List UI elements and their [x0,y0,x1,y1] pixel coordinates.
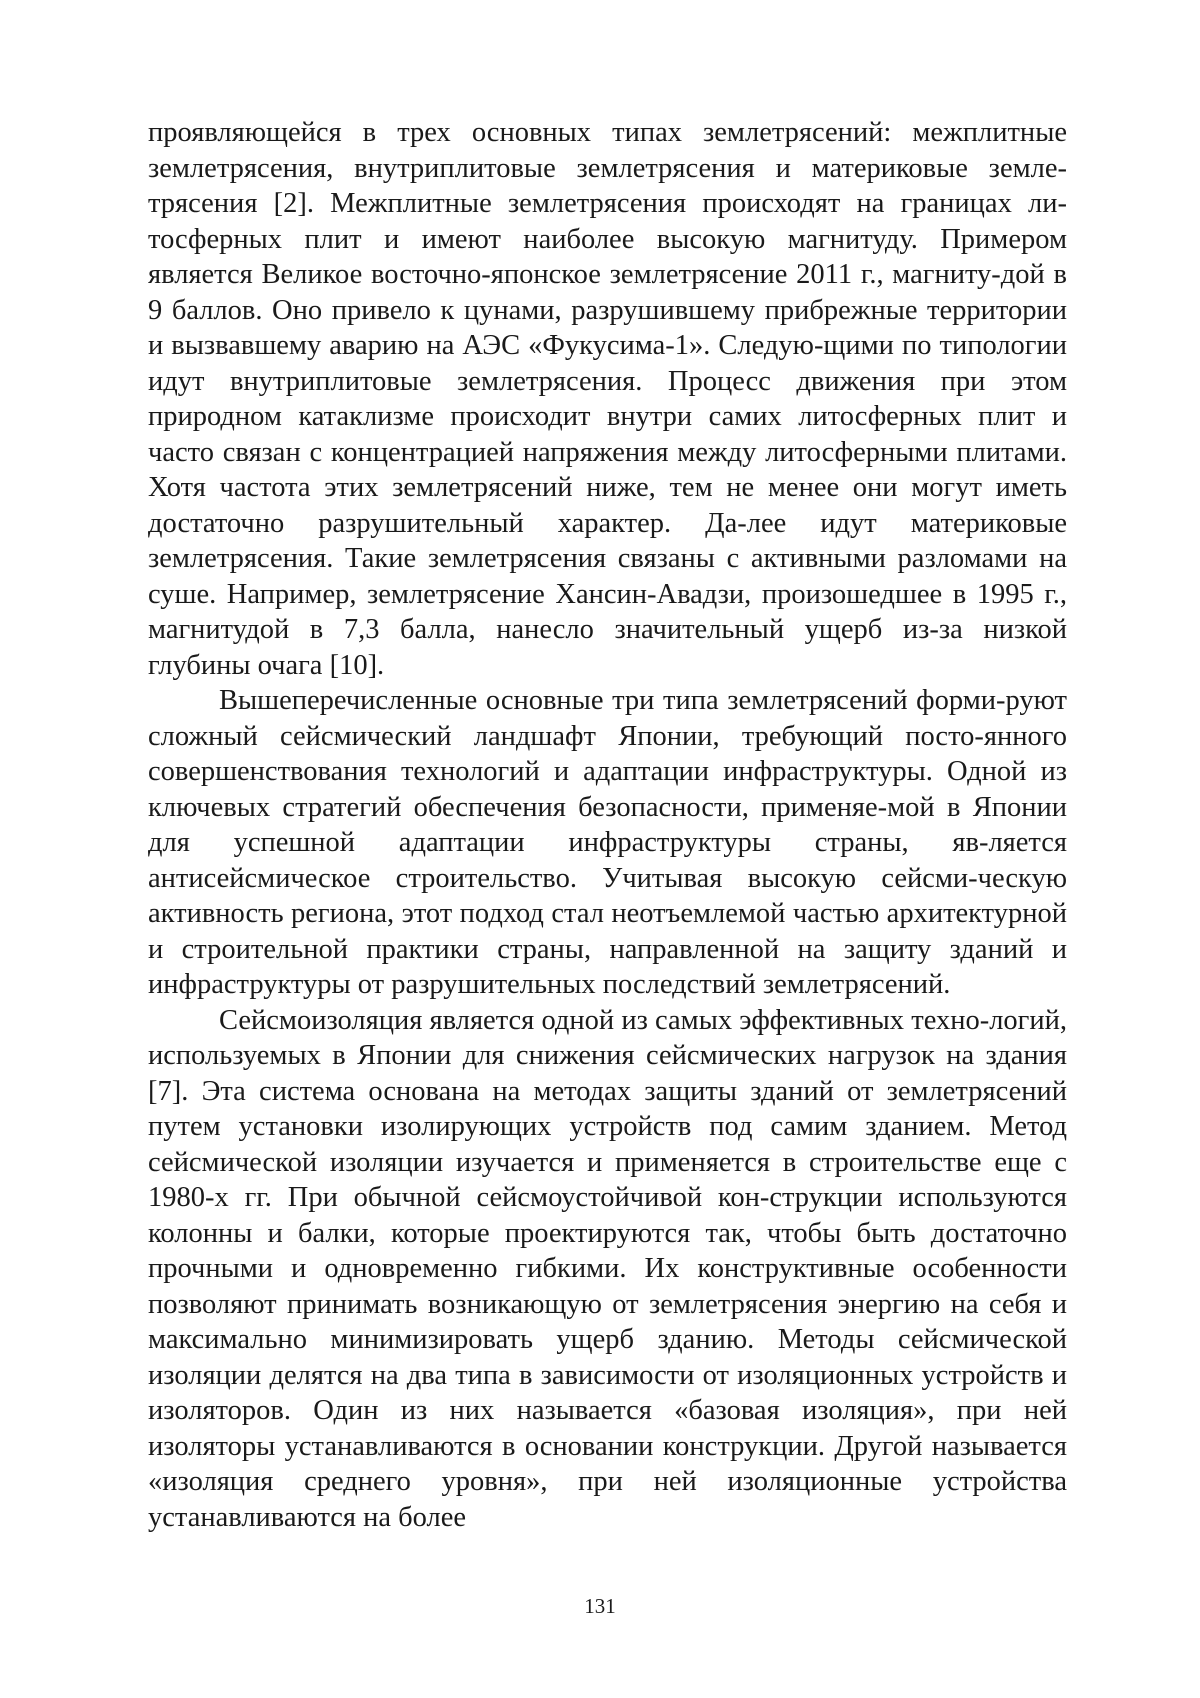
paragraph-seismic-landscape: Вышеперечисленные основные три типа землетрясений форми-руют сложный сейсмический ландшафт Японии, требующий посто-янного совершенствования технологий и адаптации инфраструктуры. Одной из ключевых стратегий обеспечения безопасности, применяе-мой в Японии для успешной адаптации инфраструктуры страны, яв-ляется антисейсмическое строительство. Учитывая высокую сейсми-ческую активность региона, этот подход стал неотъемлемой частью архитектурной и строительной практики страны, направленной на защиту зданий и инфраструктуры от разрушительных последствий землетрясений. [148,683,1067,1003]
page-number: 131 [0,1594,1200,1619]
document-page [0,0,1200,1698]
paragraph-seismic-isolation: Сейсмоизоляция является одной из самых эффективных техно-логий, используемых в Японии для снижения сейсмических нагрузок на здания [7]. Эта система основана на методах защиты зданий от землетрясений путем установки изолирующих устройств под самим зданием. Метод сейсмической изоляции изучается и применяется в строительстве еще с 1980-х гг. При обычной сейсмоустойчивой кон-струкции используются колонны и балки, которые проектируются так, чтобы быть достаточно прочными и одновременно гибкими. Их конструктивные особенности позволяют принимать возникающую от землетрясения энергию на себя и максимально минимизировать ущерб зданию. Методы сейсмической изоляции делятся на два типа в зависимости от изоляционных устройств и изоляторов. Один из них называется «базовая изоляция», при ней изоляторы устанавливаются в основании конструкции. Другой называется «изоляция среднего уровня», при ней изоляционные устройства устанавливаются на более [148,1003,1067,1536]
body-text [148,115,1067,1535]
paragraph-earthquake-types: проявляющейся в трех основных типах землетрясений: межплитные землетрясения, внутриплитовые землетрясения и материковые земле-трясения [2]. Межплитные землетрясения происходят на границах ли-тосферных плит и имеют наиболее высокую магнитуду. Примером является Великое восточно-японское землетрясение 2011 г., магниту-дой в 9 баллов. Оно привело к цунами, разрушившему прибрежные территории и вызвавшему аварию на АЭС «Фукусима-1». Следую-щими по типологии идут внутриплитовые землетрясения. Процесс движения при этом природном катаклизме происходит внутри самих литосферных плит и часто связан с концентрацией напряжения между литосферными плитами. Хотя частота этих землетрясений ниже, тем не менее они могут иметь достаточно разрушительный характер. Да-лее идут материковые землетрясения. Такие землетрясения связаны с активными разломами на суше. Например, землетрясение Хансин-Авадзи, произошедшее в 1995 г., магнитудой в 7,3 балла, нанесло значительный ущерб из-за низкой глубины очага [10]. [148,115,1067,683]
